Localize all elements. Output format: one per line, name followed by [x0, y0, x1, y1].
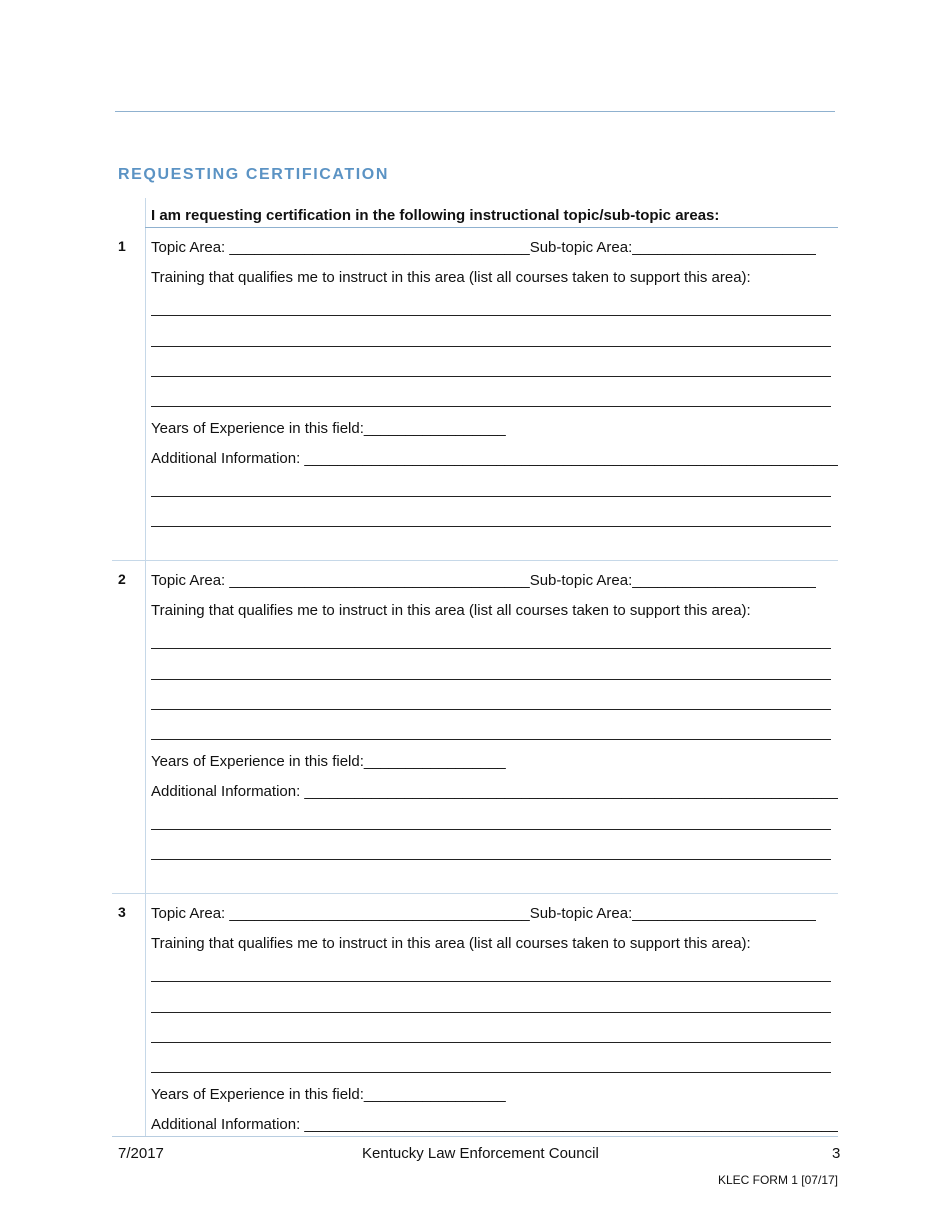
years-experience-field[interactable]: Years of Experience in this field:_________________ [151, 420, 506, 437]
training-line-2[interactable] [151, 679, 831, 680]
additional-info-field[interactable]: Additional Information: ________________________________________________________________ [151, 450, 838, 467]
certification-entry-1 [112, 228, 838, 561]
topic-area-field[interactable]: Topic Area: ____________________________________Sub-topic Area:______________________ [151, 905, 816, 922]
certification-entry-3 [112, 894, 838, 1136]
training-line-3[interactable] [151, 376, 831, 377]
training-line-4[interactable] [151, 406, 831, 407]
training-line-1[interactable] [151, 648, 831, 649]
additional-line-1[interactable] [151, 829, 831, 830]
certification-form-table [112, 198, 838, 1136]
form-id: KLEC FORM 1 [07/17] [717, 1173, 838, 1187]
page-number: 3 [832, 1145, 841, 1162]
entry-number: 3 [118, 904, 126, 920]
footer-rule [112, 1136, 838, 1137]
additional-line-2[interactable] [151, 526, 831, 527]
training-line-3[interactable] [151, 1042, 831, 1043]
years-experience-field[interactable]: Years of Experience in this field:_________________ [151, 1086, 506, 1103]
training-label: Training that qualifies me to instruct in this area (list all courses taken to support this area): [151, 935, 751, 952]
topic-area-field[interactable]: Topic Area: ____________________________________Sub-topic Area:______________________ [151, 239, 816, 256]
training-line-4[interactable] [151, 1072, 831, 1073]
section-heading: REQUESTING CERTIFICATION [118, 166, 389, 183]
additional-line-2[interactable] [151, 859, 831, 860]
additional-info-field[interactable]: Additional Information: ________________________________________________________________ [151, 783, 838, 800]
topic-area-field[interactable]: Topic Area: ____________________________________Sub-topic Area:______________________ [151, 572, 816, 589]
header-rule [115, 111, 835, 112]
training-line-1[interactable] [151, 315, 831, 316]
intro-text: I am requesting certification in the following instructional topic/sub-topic areas: [151, 207, 720, 224]
training-label: Training that qualifies me to instruct in this area (list all courses taken to support this area): [151, 269, 751, 286]
years-experience-field[interactable]: Years of Experience in this field:_________________ [151, 753, 506, 770]
additional-info-field[interactable]: Additional Information: ________________________________________________________________ [151, 1116, 838, 1133]
training-line-2[interactable] [151, 1012, 831, 1013]
training-line-1[interactable] [151, 981, 831, 982]
entry-number: 1 [118, 238, 126, 254]
additional-line-1[interactable] [151, 496, 831, 497]
footer-date: 7/2017 [118, 1145, 164, 1162]
training-line-3[interactable] [151, 709, 831, 710]
certification-entry-2 [112, 561, 838, 894]
training-label: Training that qualifies me to instruct in this area (list all courses taken to support this area): [151, 602, 751, 619]
training-line-2[interactable] [151, 346, 831, 347]
footer-organization: Kentucky Law Enforcement Council [362, 1145, 599, 1162]
training-line-4[interactable] [151, 739, 831, 740]
entry-number: 2 [118, 571, 126, 587]
